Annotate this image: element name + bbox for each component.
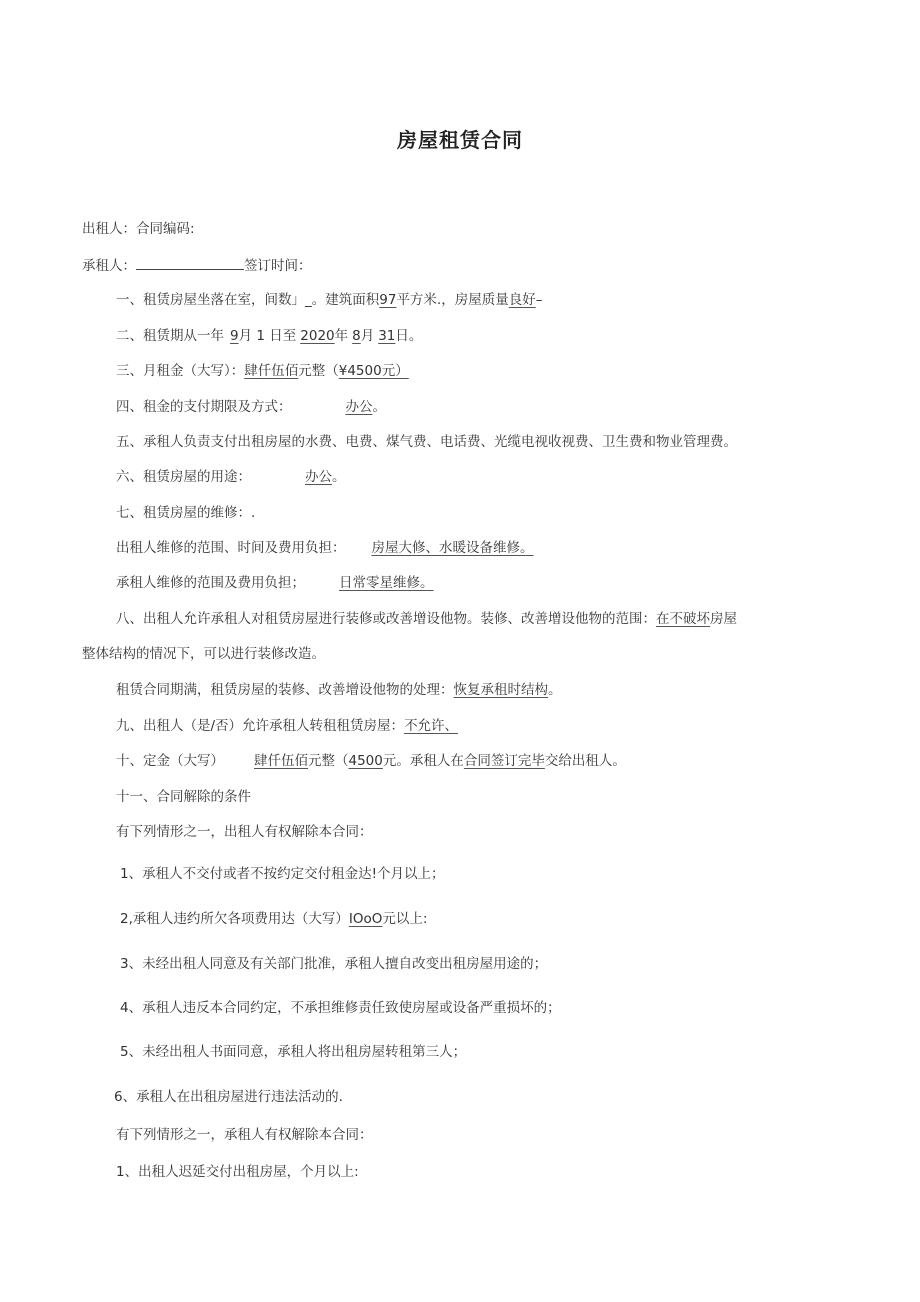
clause-8-expiry xyxy=(116,680,562,700)
arrears-end: 元以上: xyxy=(382,911,428,927)
deposit-label: 十、定金（大写） xyxy=(116,753,224,769)
payment-method: 办公 xyxy=(345,399,373,415)
lessee-repair-label: 承租人维修的范围及费用负担； xyxy=(116,575,305,591)
deposit-timing: 合同签订完毕 xyxy=(463,753,545,769)
clause-8-end: 。 xyxy=(548,682,562,698)
sublet-label: 九、出租人（是/否）允许承租人转租租赁房屋： xyxy=(116,718,405,734)
sublet-permission: 不允许、 xyxy=(404,718,459,734)
renovation-scope: 在不破坏 xyxy=(656,611,710,627)
deposit-amount: 4500 xyxy=(348,753,383,769)
clause-3-text-2: 元整（ xyxy=(298,363,339,379)
house-usage: 办公 xyxy=(305,469,332,485)
lessor-line: 出租人：合同编码: xyxy=(82,221,195,237)
clause-1-text-2: 平方米.，房屋质量 xyxy=(396,292,509,308)
lessor-repair-label: 出租人维修的范围、时间及费用负担： xyxy=(116,540,346,556)
clause-6 xyxy=(116,467,346,487)
clause-10-text-2: 元整（ xyxy=(308,753,349,769)
lessor-termination-5: 5、未经出租人书面同意，承租人将出租房屋转租第三人； xyxy=(120,1044,467,1060)
clause-2-text: 二、租赁期从一年 xyxy=(116,328,224,344)
clause-8-line-2: 整体结构的情况下，可以进行装修改造。 xyxy=(82,646,325,662)
lessee-repair-scope: 日常零星维修。 xyxy=(339,575,434,591)
lessor-termination-1: 1、承租人不交付或者不按约定交付租金达!个月以上； xyxy=(120,866,445,882)
end-month: 8 xyxy=(352,328,361,344)
clause-2-text-5: 日。 xyxy=(395,328,423,344)
clause-8-line-1 xyxy=(116,609,737,629)
clause-3-text-3: 元） xyxy=(381,363,409,379)
end-day: 31 xyxy=(378,328,396,344)
clause-3 xyxy=(116,361,409,381)
lessee-line xyxy=(82,255,312,276)
deposit-words: 肆仟伍佰 xyxy=(254,753,308,769)
arrears-amount: IOoO xyxy=(348,911,383,927)
clause-4-text: 四、租金的支付期限及方式： xyxy=(116,399,292,415)
arrears-label: 2,承租人违约所欠各项费用达（大写） xyxy=(120,911,349,927)
house-quality: 良好 xyxy=(508,292,536,308)
building-area: 97 xyxy=(379,292,397,308)
clause-2-text-2: 月 1 日至 xyxy=(238,328,297,344)
clause-7-lessee-repair xyxy=(116,573,434,593)
clause-10-text-3: 元。承租人在 xyxy=(382,753,464,769)
clause-1-text: 一、租赁房屋坐落在室，间数」_。建筑面积 xyxy=(116,292,380,308)
clause-7: 七、租赁房屋的维修：. xyxy=(116,505,256,521)
clause-10-end: 交给出租人。 xyxy=(544,753,626,769)
clause-4 xyxy=(116,397,386,417)
clause-3-text: 三、月租金（大写）： xyxy=(116,363,245,379)
lessor-termination-3: 3、未经出租人同意及有关部门批准，承租人擅自改变出租房屋用途的； xyxy=(120,956,548,972)
lessee-termination-1: 1、出租人迟延交付出租房屋，个月以上: xyxy=(116,1164,359,1180)
clause-6-text: 六、租赁房屋的用途： xyxy=(116,469,251,485)
clause-2-text-3: 年 xyxy=(334,328,349,344)
monthly-rent-words: 肆仟伍佰 xyxy=(244,363,299,379)
clause-4-end: 。 xyxy=(372,399,386,415)
lessee-termination-intro: 有下列情形之一，承租人有权解除本合同： xyxy=(116,1127,373,1143)
start-month: 9 xyxy=(230,328,239,344)
lessor-termination-6: 6、承租人在出租房屋进行违法活动的. xyxy=(114,1089,343,1105)
clause-8-text-2: 房屋 xyxy=(710,611,737,627)
lessee-blank xyxy=(136,255,244,270)
clause-9 xyxy=(116,716,458,736)
signing-time-label: 签订时间： xyxy=(244,258,312,274)
lessor-termination-2 xyxy=(120,909,427,929)
clause-1 xyxy=(116,290,542,310)
expiry-handling: 恢复承租时结构 xyxy=(453,682,548,698)
clause-2-text-4: 月 xyxy=(360,328,375,344)
clause-7-lessor-repair xyxy=(116,538,534,558)
clause-8-text: 八、出租人允许承租人对租赁房屋进行装修或改善增设他物。装修、改善增设他物的范围： xyxy=(116,611,656,627)
clause-10 xyxy=(116,751,626,771)
monthly-rent-amount: ¥4500 xyxy=(338,363,382,379)
end-year: 2020 xyxy=(300,328,335,344)
document-title: 房屋租赁合同 xyxy=(397,128,523,152)
lessor-termination-4: 4、承租人违反本合同约定，不承担维修责任致使房屋或设备严重损坏的； xyxy=(120,1000,561,1016)
clause-6-end: 。 xyxy=(332,469,346,485)
clause-5: 五、承租人负责支付出租房屋的水费、电费、煤气费、电话费、光缆电视收视费、卫生费和物业管理费。 xyxy=(116,434,737,450)
expiry-handling-label: 租赁合同期满，租赁房屋的装修、改善增设他物的处理： xyxy=(116,682,454,698)
clause-1-text-3: – xyxy=(535,292,543,308)
clause-11: 十一、合同解除的条件 xyxy=(116,789,251,805)
clause-2 xyxy=(116,326,422,346)
lessor-repair-scope: 房屋大修、水暖设备维修。 xyxy=(371,540,534,556)
lessee-label: 承租人： xyxy=(82,258,136,274)
lessor-termination-intro: 有下列情形之一，出租人有权解除本合同： xyxy=(116,824,373,840)
